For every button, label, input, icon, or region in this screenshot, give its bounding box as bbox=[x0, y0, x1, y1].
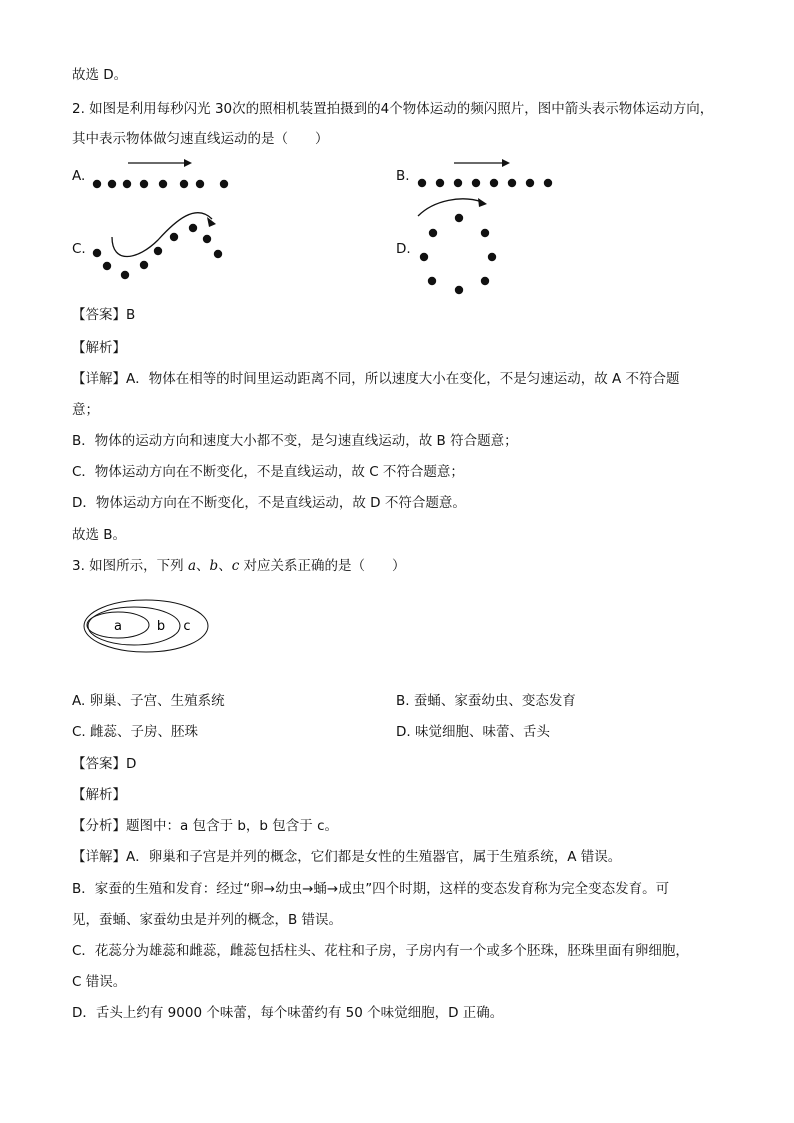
venn-label-b: b bbox=[156, 619, 166, 634]
option-a-label: A. bbox=[72, 168, 86, 184]
question-3-stem: 3. 如图所示，下列 a、b、c 对应关系正确的是（ ） bbox=[72, 558, 406, 574]
option-d-figure bbox=[412, 190, 522, 300]
venn-label-c: c bbox=[183, 619, 191, 634]
explanation-line: C．物体运动方向在不断变化，不是直线运动，故 C 不符合题意； bbox=[72, 464, 464, 480]
option-c-figure bbox=[88, 205, 238, 285]
analysis-heading: 【解析】 bbox=[72, 787, 126, 803]
dot-sequence-a bbox=[93, 180, 228, 188]
option-b-text: B. 蚕蛹、家蚕幼虫、变态发育 bbox=[396, 693, 576, 709]
option-c-label: C. bbox=[72, 241, 86, 257]
option-d-label: D. bbox=[396, 241, 411, 257]
text-line: 故选 D。 bbox=[72, 67, 128, 83]
analysis-heading: 【解析】 bbox=[72, 340, 126, 356]
option-c-text: C. 雌蕊、子房、胚珠 bbox=[72, 724, 199, 740]
arrow-right-icon bbox=[454, 159, 510, 167]
explanation-line: 【详解】A．物体在相等的时间里运动距离不同，所以速度大小在变化，不是匀速运动，故 A 不符合题 bbox=[72, 371, 680, 387]
analysis-line: 【分析】题图中：a 包含于 b，b 包含于 c。 bbox=[72, 818, 338, 834]
explanation-line: 意； bbox=[72, 402, 99, 418]
option-a-figure bbox=[88, 155, 238, 195]
dot-ring-d bbox=[420, 214, 496, 294]
curved-arrow-icon bbox=[112, 213, 216, 257]
explanation-line: C 错误。 bbox=[72, 974, 127, 990]
explanation-line: B．家蚕的生殖和发育：经过“卵→幼虫→蛹→成虫”四个时期，这样的变态发育称为完全变态发育。可 bbox=[72, 881, 670, 897]
dot-sequence-b bbox=[418, 179, 552, 187]
explanation-line: D．物体运动方向在不断变化，不是直线运动，故 D 不符合题意。 bbox=[72, 495, 466, 511]
conclusion-line: 故选 B。 bbox=[72, 527, 127, 543]
arrow-right-icon bbox=[128, 159, 192, 167]
explanation-line: B．物体的运动方向和速度大小都不变，是匀速直线运动，故 B 符合题意； bbox=[72, 433, 518, 449]
question-2-stem-cont: 其中表示物体做匀速直线运动的是（ ） bbox=[72, 131, 329, 147]
answer-label: 【答案】D bbox=[72, 756, 137, 772]
explanation-line: 见，蚕蛹、家蚕幼虫是并列的概念，B 错误。 bbox=[72, 912, 343, 928]
explanation-line: 【详解】A．卵巢和子宫是并列的概念，它们都是女性的生殖器官，属于生殖系统，A 错误。 bbox=[72, 849, 622, 865]
venn-label-a: a bbox=[114, 619, 122, 634]
answer-label: 【答案】B bbox=[72, 307, 136, 323]
option-a-text: A. 卵巢、子宫、生殖系统 bbox=[72, 693, 225, 709]
explanation-line: D．舌头上约有 9000 个味蕾，每个味蕾约有 50 个味觉细胞，D 正确。 bbox=[72, 1005, 504, 1021]
question-2-stem: 2. 如图是利用每秒闪光 30次的照相机装置拍摄到的4个物体运动的频闪照片，图中箭头表示物体运动方向， bbox=[72, 101, 714, 117]
option-b-label: B. bbox=[396, 168, 410, 184]
curved-arrow-icon bbox=[418, 198, 487, 216]
explanation-line: C．花蕊分为雄蕊和雌蕊，雌蕊包括柱头、花柱和子房，子房内有一个或多个胚珠，胚珠里面有卵细胞， bbox=[72, 943, 689, 959]
nested-ellipses-diagram bbox=[80, 596, 215, 660]
option-d-text: D. 味觉细胞、味蕾、舌头 bbox=[396, 724, 550, 740]
dot-sequence-c bbox=[93, 224, 222, 279]
option-b-figure bbox=[412, 155, 562, 195]
